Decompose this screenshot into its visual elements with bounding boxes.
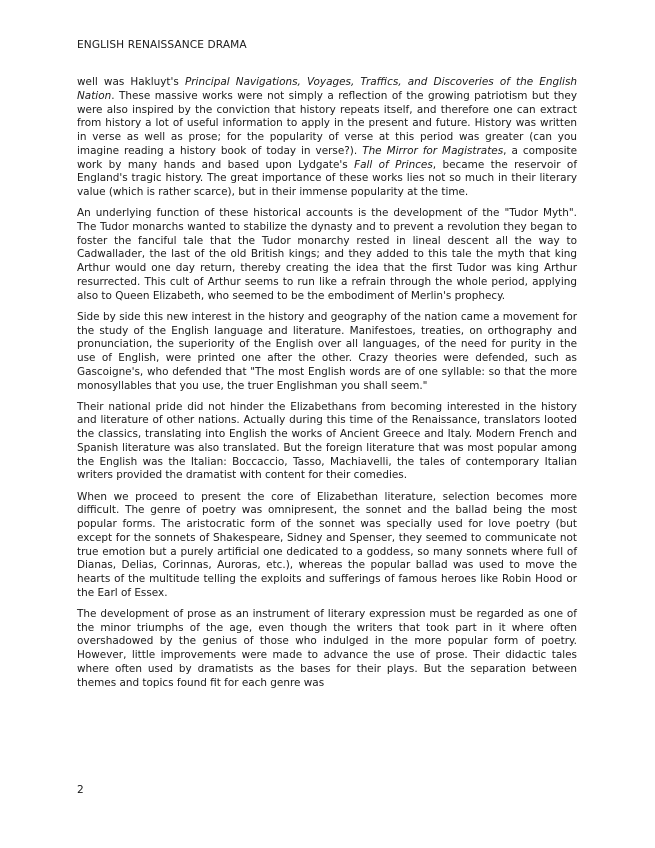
body-text <box>77 76 577 698</box>
paragraph-histories-text-4: , became the reservoir of England's tragic history. The great importance of these works lies not so much in their literary value (which is rather scarce), but in their immense popularity at the time. <box>77 158 577 198</box>
paragraph-foreign-literature: Their national pride did not hinder the Elizabethans from becoming interested in the history and literature of other nations. Actually during this time of the Renaissance, translators looted the classics, translating into English the works of Ancient Greece and Italy. Modern French and Spanish literature was also translated. But the foreign literature that was most popular among the English was the Italian: Boccaccio, Tasso, Machiavelli, the tales of contemporary Italian writers provided the dramatist with content for their comedies. <box>77 400 577 482</box>
paragraph-histories <box>77 76 577 200</box>
paragraph-histories-text-1: well was Hakluyt's <box>77 76 185 88</box>
paragraph-english-language: Side by side this new interest in the history and geography of the nation came a movement for the study of the English language and literature. Manifestoes, treaties, on orthography and pronunciation, the superiority of the English over all languages, of the need for purity in the use of English, were printed one after the other. Crazy theories were defended, such as Gascoigne's, who defended that "The most English words are of one syllable: so that the more monosyllables that you use, the truer Englishman you shall seem." <box>77 310 577 392</box>
paragraph-tudor-myth: An underlying function of these historical accounts is the development of the "Tudor Myth". The Tudor monarchs wanted to stabilize the dynasty and to prevent a revolution they began to foster the fanciful tale that the Tudor monarchy rested in lineal descent all the way to Cadwallader, the last of the old British kings; and they added to this tale the myth that king Arthur would one day return, thereby creating the idea that the first Tudor was king Arthur resurrected. This cult of Arthur seems to run like a refrain through the whole period, applying also to Queen Elizabeth, who seemed to be the embodiment of Merlin's prophecy. <box>77 207 577 302</box>
title-fall-of-princes: Fall of Princes <box>354 158 433 171</box>
running-header: ENGLISH RENAISSANCE DRAMA <box>77 39 247 51</box>
title-mirror-for-magistrates: The Mirror for Magistrates <box>362 144 504 157</box>
paragraph-prose: The development of prose as an instrument of literary expression must be regarded as one of the minor triumphs of the age, even though the writers that took part in it where often overshadowed by the genius of those who indulged in the more popular form of poetry. However, little improvements were made to advance the use of prose. Their didactic tales where often used by dramatists as the bases for their plays. But the separation between themes and topics found fit for each genre was <box>77 607 577 689</box>
paragraph-poetry: When we proceed to present the core of Elizabethan literature, selection becomes more difficult. The genre of poetry was omnipresent, the sonnet and the ballad being the most popular forms. The aristocratic form of the sonnet was specially used for love poetry (but except for the sonnets of Shakespeare, Sidney and Spenser, they seemed to communicate not true emotion but a purely artificial one dedicated to a goddess, so many sonnets where full of Dianas, Delias, Corinnas, Auroras, etc.), whereas the popular ballad was used to move the hearts of the multitude telling the exploits and sufferings of famous heroes like Robin Hood or the Earl of Essex. <box>77 490 577 599</box>
page-number: 2 <box>77 784 84 796</box>
paragraph-histories-text-2: . These massive works were not simply a reflection of the growing patriotism but they were also inspired by the conviction that history repeats itself, and therefore one can extract from history a lot of useful information to apply in the present and future. History was written in verse as well as prose; for the popularity of verse at this period was greater (can you imagine reading a history book of today in verse?). <box>77 89 577 157</box>
title-principal-navigations: Principal Navigations, Voyages, Traffics, and Discoveries of the English Nation <box>77 76 577 102</box>
paragraph-histories-text-3: , a composite work by many hands and based upon Lydgate's <box>77 144 578 171</box>
